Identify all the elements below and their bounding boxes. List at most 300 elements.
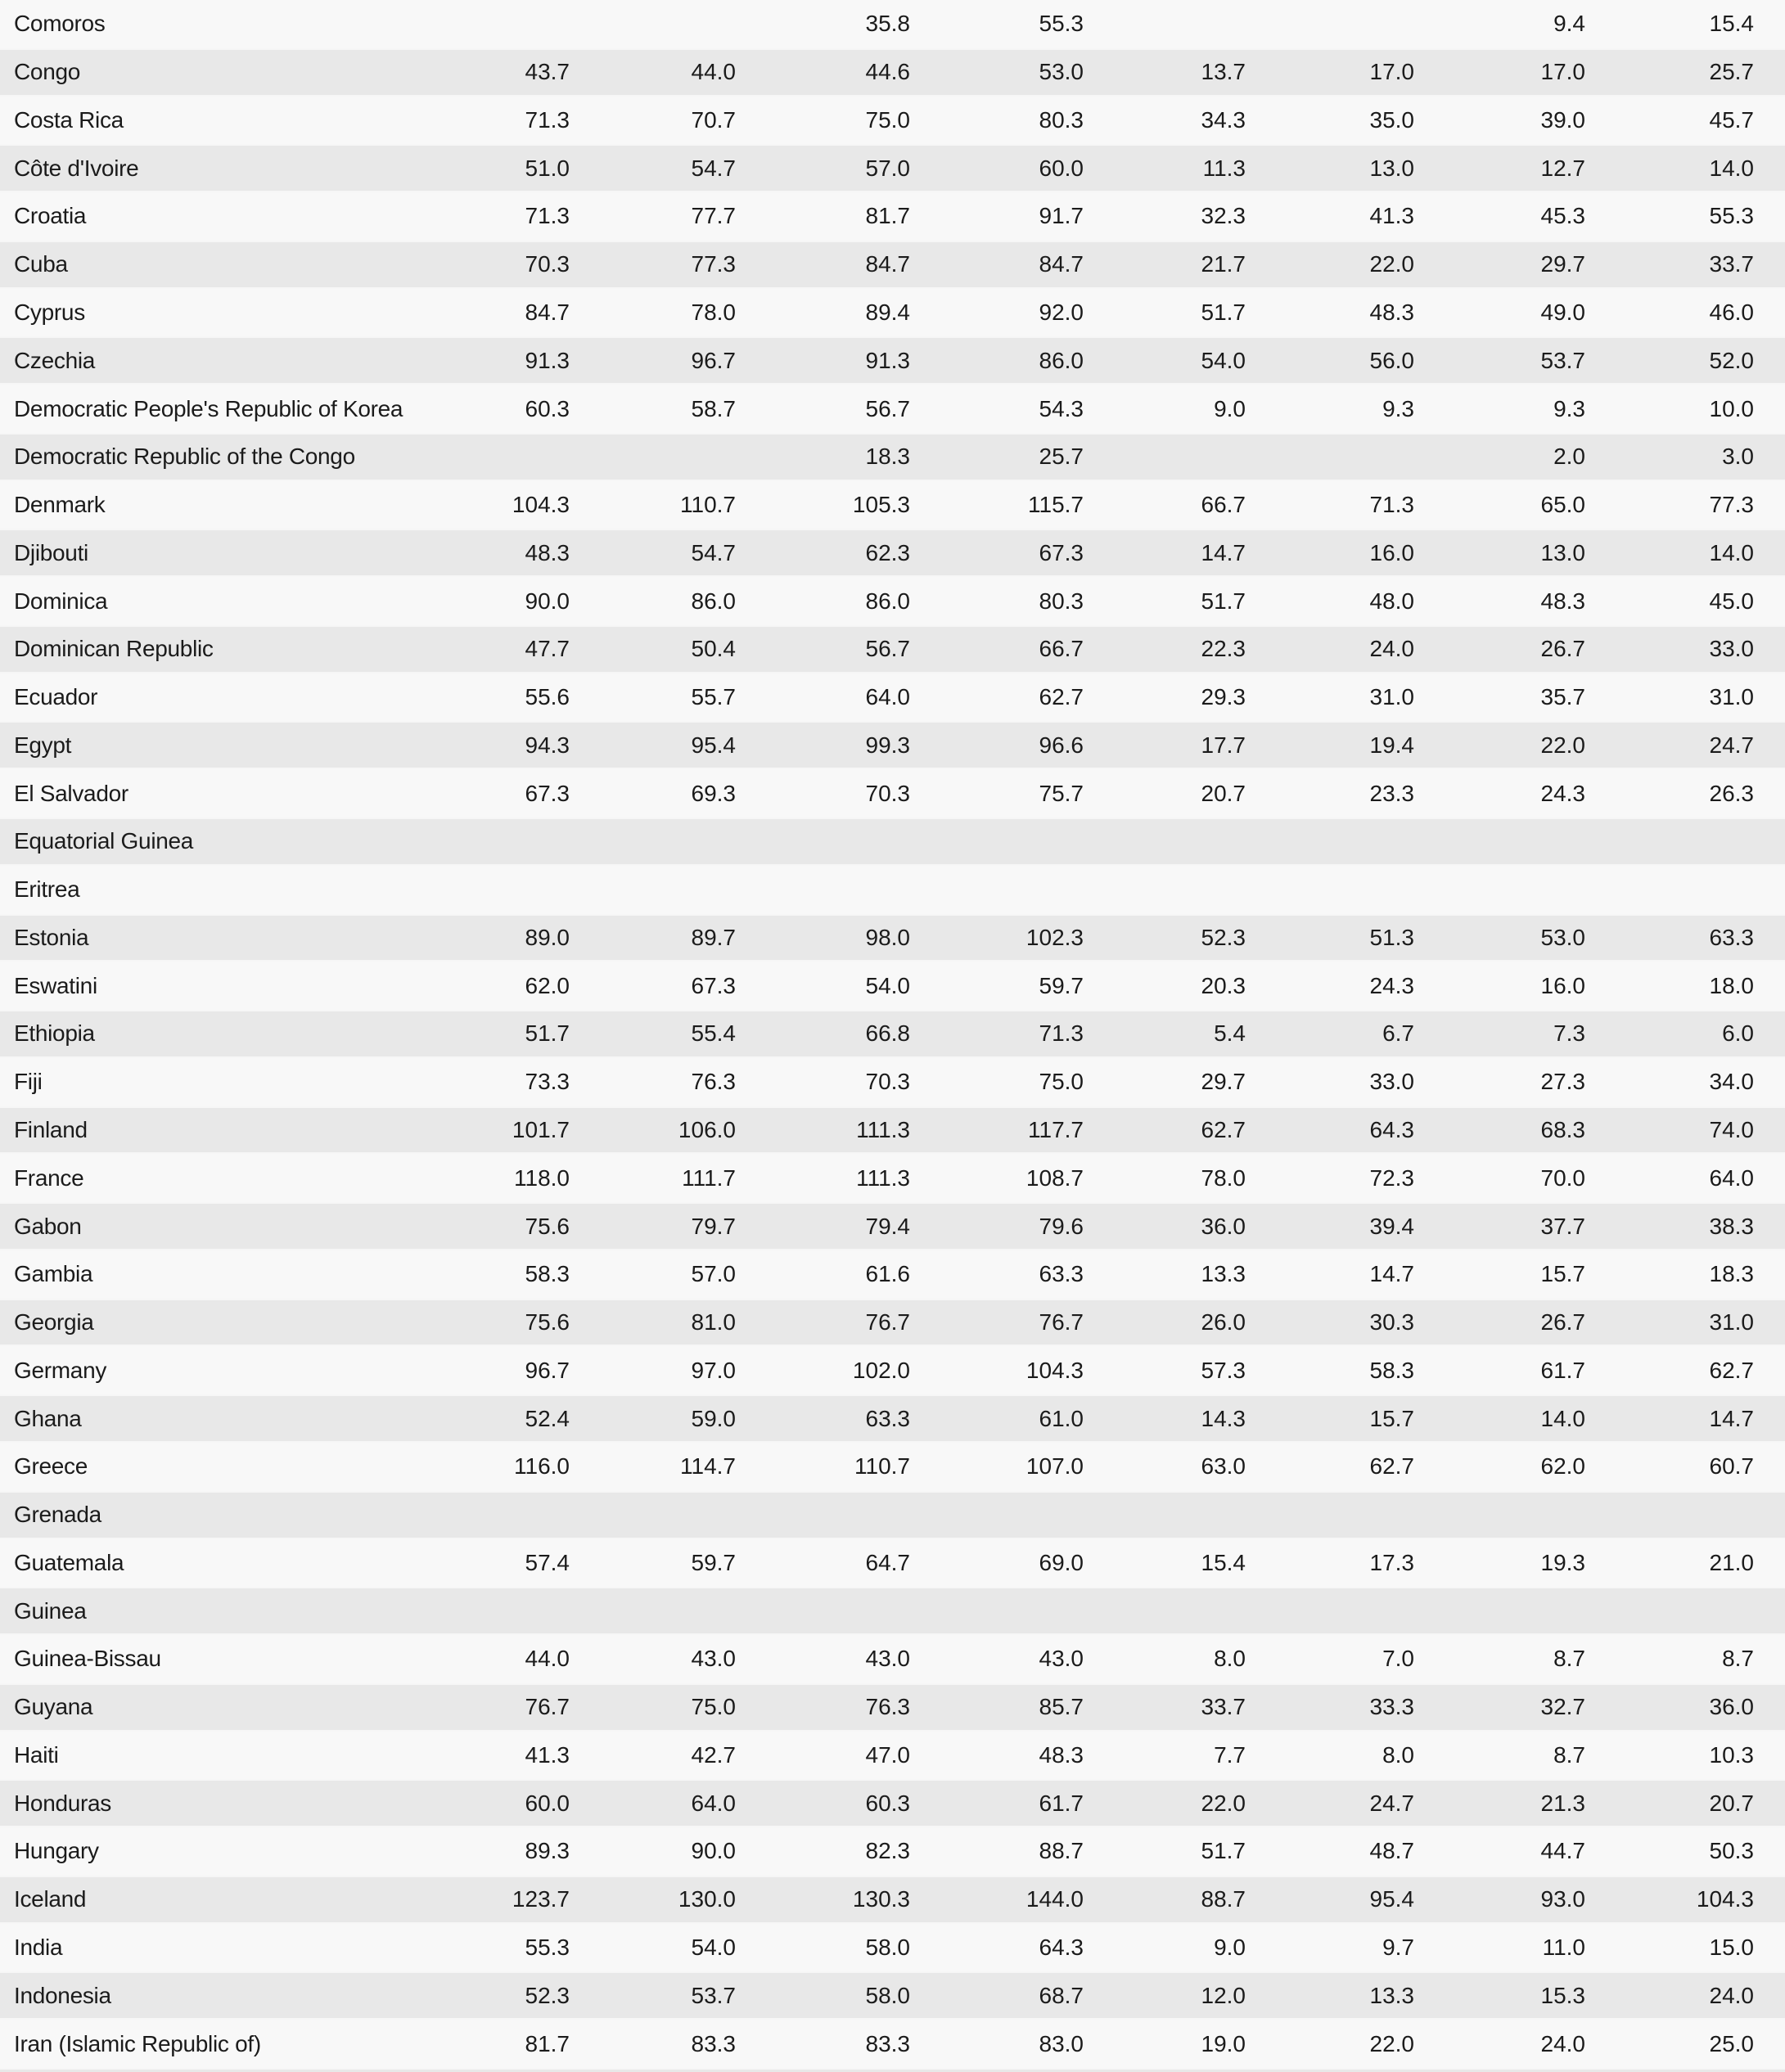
table-row bbox=[0, 1443, 1785, 1491]
value-cell: 94.3 bbox=[525, 732, 570, 758]
value-cell: 57.0 bbox=[865, 155, 910, 181]
value-cell: 57.0 bbox=[691, 1261, 736, 1287]
value-cell: 51.3 bbox=[1369, 924, 1414, 950]
value-cell: 67.3 bbox=[1039, 539, 1084, 565]
country-cell: Guyana bbox=[14, 1694, 93, 1720]
value-cell: 67.3 bbox=[525, 780, 570, 806]
value-cell: 88.7 bbox=[1201, 1886, 1246, 1912]
value-cell: 86.0 bbox=[691, 588, 736, 614]
value-cell: 66.8 bbox=[865, 1020, 910, 1047]
table-row bbox=[0, 721, 1785, 769]
value-cell: 76.3 bbox=[691, 1069, 736, 1095]
value-cell: 11.0 bbox=[1542, 1935, 1585, 1960]
value-cell: 31.0 bbox=[1709, 684, 1754, 710]
value-cell: 60.0 bbox=[1039, 155, 1084, 181]
value-cell: 8.7 bbox=[1553, 1741, 1585, 1768]
value-cell: 63.0 bbox=[1201, 1453, 1246, 1480]
value-cell: 78.0 bbox=[1201, 1164, 1246, 1191]
value-cell: 14.7 bbox=[1369, 1261, 1414, 1287]
country-cell: Germany bbox=[14, 1357, 107, 1383]
table-row bbox=[0, 1491, 1785, 1539]
value-cell: 86.0 bbox=[865, 588, 910, 614]
table-row bbox=[0, 1924, 1785, 1972]
value-cell: 8.7 bbox=[1722, 1646, 1754, 1672]
value-cell: 53.7 bbox=[691, 1982, 736, 2008]
value-cell: 38.3 bbox=[1709, 1213, 1754, 1239]
value-cell: 64.3 bbox=[1369, 1116, 1414, 1142]
value-cell: 55.7 bbox=[691, 684, 736, 710]
value-cell: 79.7 bbox=[691, 1213, 736, 1239]
value-cell: 26.7 bbox=[1540, 636, 1585, 662]
table-row bbox=[0, 1154, 1785, 1202]
value-cell: 70.3 bbox=[865, 1069, 910, 1095]
value-cell: 130.3 bbox=[852, 1886, 910, 1912]
value-cell: 24.3 bbox=[1369, 972, 1414, 998]
country-cell: Croatia bbox=[14, 203, 87, 229]
value-cell: 48.3 bbox=[525, 539, 570, 565]
value-cell: 114.7 bbox=[680, 1453, 736, 1480]
value-cell: 60.0 bbox=[525, 1790, 570, 1816]
table-row bbox=[0, 914, 1785, 962]
value-cell: 8.7 bbox=[1553, 1646, 1585, 1672]
value-cell: 69.3 bbox=[691, 780, 736, 806]
value-cell: 83.3 bbox=[691, 2030, 736, 2056]
table-row bbox=[0, 1779, 1785, 1827]
value-cell: 107.0 bbox=[1025, 1453, 1084, 1480]
value-cell: 49.0 bbox=[1540, 299, 1585, 325]
table-row bbox=[0, 2020, 1785, 2068]
value-cell: 95.4 bbox=[1369, 1886, 1414, 1912]
country-cell: Finland bbox=[14, 1116, 88, 1142]
value-cell: 54.7 bbox=[691, 539, 736, 565]
value-cell: 58.0 bbox=[865, 1982, 910, 2008]
value-cell: 15.7 bbox=[1369, 1405, 1414, 1431]
value-cell: 14.3 bbox=[1201, 1405, 1246, 1431]
value-cell: 33.7 bbox=[1201, 1694, 1246, 1720]
value-cell: 42.7 bbox=[691, 1741, 736, 1768]
value-cell: 86.0 bbox=[1039, 347, 1084, 373]
value-cell: 13.3 bbox=[1369, 1982, 1414, 2008]
value-cell: 62.7 bbox=[1201, 1116, 1246, 1142]
value-cell: 57.3 bbox=[1201, 1357, 1246, 1383]
value-cell: 90.0 bbox=[525, 588, 570, 614]
value-cell: 59.7 bbox=[1039, 972, 1084, 998]
value-cell: 79.4 bbox=[865, 1213, 910, 1239]
value-cell: 20.7 bbox=[1201, 780, 1246, 806]
value-cell: 56.7 bbox=[865, 636, 910, 662]
value-cell: 101.7 bbox=[512, 1116, 570, 1142]
value-cell: 62.0 bbox=[525, 972, 570, 998]
value-cell: 70.7 bbox=[691, 106, 736, 133]
table-row bbox=[0, 1299, 1785, 1347]
value-cell: 55.6 bbox=[525, 684, 570, 710]
value-cell: 39.0 bbox=[1540, 106, 1585, 133]
value-cell: 26.7 bbox=[1540, 1309, 1585, 1336]
value-cell: 63.3 bbox=[1039, 1261, 1084, 1287]
value-cell: 58.0 bbox=[865, 1935, 910, 1960]
value-cell: 29.7 bbox=[1201, 1069, 1246, 1095]
country-cell: El Salvador bbox=[14, 780, 128, 806]
value-cell: 104.3 bbox=[1696, 1886, 1754, 1912]
value-cell: 55.3 bbox=[1039, 11, 1084, 37]
table-row bbox=[0, 1683, 1785, 1732]
value-cell: 50.4 bbox=[691, 636, 736, 662]
value-cell: 53.0 bbox=[1540, 924, 1585, 950]
value-cell: 48.3 bbox=[1369, 299, 1414, 325]
value-cell: 56.7 bbox=[865, 395, 910, 421]
value-cell: 47.7 bbox=[525, 636, 570, 662]
value-cell: 45.0 bbox=[1709, 588, 1754, 614]
country-cell: Haiti bbox=[14, 1741, 59, 1768]
value-cell: 20.3 bbox=[1201, 972, 1246, 998]
value-cell: 70.3 bbox=[865, 780, 910, 806]
value-cell: 93.0 bbox=[1540, 1886, 1585, 1912]
value-cell: 48.7 bbox=[1369, 1838, 1414, 1864]
value-cell: 80.3 bbox=[1039, 106, 1084, 133]
value-cell: 60.3 bbox=[525, 395, 570, 421]
value-cell: 105.3 bbox=[852, 492, 910, 518]
country-cell: Congo bbox=[14, 59, 81, 85]
value-cell: 96.7 bbox=[525, 1357, 570, 1383]
value-cell: 89.7 bbox=[691, 924, 736, 950]
value-cell: 76.7 bbox=[1039, 1309, 1084, 1336]
country-cell: Cuba bbox=[14, 251, 68, 277]
value-cell: 91.3 bbox=[525, 347, 570, 373]
table-row bbox=[0, 385, 1785, 433]
country-cell: Guinea-Bissau bbox=[14, 1646, 161, 1672]
value-cell: 102.0 bbox=[852, 1357, 910, 1383]
table-row bbox=[0, 1635, 1785, 1683]
country-cell: Gabon bbox=[14, 1213, 82, 1239]
value-cell: 62.7 bbox=[1709, 1357, 1754, 1383]
value-cell: 123.7 bbox=[512, 1886, 570, 1912]
country-cell: Guinea bbox=[14, 1597, 87, 1624]
value-cell: 75.7 bbox=[1039, 780, 1084, 806]
value-cell: 98.0 bbox=[865, 924, 910, 950]
value-cell: 48.0 bbox=[1369, 588, 1414, 614]
value-cell: 144.0 bbox=[1025, 1886, 1084, 1912]
value-cell: 55.3 bbox=[1709, 203, 1754, 229]
value-cell: 43.0 bbox=[691, 1646, 736, 1672]
value-cell: 32.7 bbox=[1540, 1694, 1585, 1720]
value-cell: 2.0 bbox=[1553, 444, 1585, 470]
table-row bbox=[0, 192, 1785, 241]
value-cell: 77.7 bbox=[691, 203, 736, 229]
country-cell: Georgia bbox=[14, 1309, 94, 1336]
value-cell: 51.7 bbox=[1201, 299, 1246, 325]
table-row bbox=[0, 673, 1785, 722]
value-cell: 89.0 bbox=[525, 924, 570, 950]
value-cell: 29.3 bbox=[1201, 684, 1246, 710]
table-row bbox=[0, 1539, 1785, 1588]
value-cell: 43.7 bbox=[525, 59, 570, 85]
value-cell: 21.3 bbox=[1540, 1790, 1585, 1816]
value-cell: 9.3 bbox=[1382, 395, 1414, 421]
value-cell: 52.4 bbox=[525, 1405, 570, 1431]
value-cell: 14.7 bbox=[1201, 539, 1246, 565]
value-cell: 64.0 bbox=[1709, 1164, 1754, 1191]
value-cell: 37.7 bbox=[1540, 1213, 1585, 1239]
table-row bbox=[0, 97, 1785, 145]
table-row bbox=[0, 1394, 1785, 1443]
value-cell: 73.3 bbox=[525, 1069, 570, 1095]
value-cell: 71.3 bbox=[1369, 492, 1414, 518]
value-cell: 52.3 bbox=[1201, 924, 1246, 950]
value-cell: 44.0 bbox=[691, 59, 736, 85]
table-row bbox=[0, 433, 1785, 481]
value-cell: 35.7 bbox=[1540, 684, 1585, 710]
value-cell: 63.3 bbox=[865, 1405, 910, 1431]
table-row bbox=[0, 1250, 1785, 1299]
value-cell: 22.0 bbox=[1201, 1790, 1246, 1816]
country-cell: Ecuador bbox=[14, 684, 98, 710]
value-cell: 66.7 bbox=[1039, 636, 1084, 662]
value-cell: 61.6 bbox=[865, 1261, 910, 1287]
table-row bbox=[0, 0, 1785, 48]
value-cell: 62.3 bbox=[865, 539, 910, 565]
value-cell: 26.0 bbox=[1201, 1309, 1246, 1336]
value-cell: 20.7 bbox=[1709, 1790, 1754, 1816]
table-row bbox=[0, 1876, 1785, 1924]
table-row bbox=[0, 481, 1785, 529]
value-cell: 76.7 bbox=[525, 1694, 570, 1720]
value-cell: 61.7 bbox=[1039, 1790, 1084, 1816]
value-cell: 70.0 bbox=[1540, 1164, 1585, 1191]
country-cell: Honduras bbox=[14, 1790, 112, 1816]
value-cell: 14.0 bbox=[1709, 155, 1754, 181]
value-cell: 108.7 bbox=[1025, 1164, 1084, 1191]
value-cell: 81.0 bbox=[691, 1309, 736, 1336]
value-cell: 91.7 bbox=[1039, 203, 1084, 229]
value-cell: 22.0 bbox=[1369, 251, 1414, 277]
value-cell: 15.3 bbox=[1540, 1982, 1585, 2008]
country-cell: Dominica bbox=[14, 588, 108, 614]
value-cell: 90.0 bbox=[691, 1838, 736, 1864]
value-cell: 54.7 bbox=[691, 155, 736, 181]
country-cell: Gambia bbox=[14, 1261, 93, 1287]
value-cell: 97.0 bbox=[691, 1357, 736, 1383]
country-cell: Grenada bbox=[14, 1502, 101, 1528]
value-cell: 74.0 bbox=[1709, 1116, 1754, 1142]
value-cell: 48.3 bbox=[1540, 588, 1585, 614]
value-cell: 77.3 bbox=[1709, 492, 1754, 518]
country-cell: Egypt bbox=[14, 732, 72, 758]
value-cell: 44.0 bbox=[525, 1646, 570, 1672]
value-cell: 96.6 bbox=[1039, 732, 1084, 758]
value-cell: 72.3 bbox=[1369, 1164, 1414, 1191]
value-cell: 92.0 bbox=[1039, 299, 1084, 325]
value-cell: 3.0 bbox=[1722, 444, 1754, 470]
country-cell: Greece bbox=[14, 1453, 88, 1480]
value-cell: 47.0 bbox=[865, 1741, 910, 1768]
table-row bbox=[0, 1827, 1785, 1876]
value-cell: 17.3 bbox=[1369, 1549, 1414, 1575]
country-cell: India bbox=[14, 1935, 63, 1960]
value-cell: 25.7 bbox=[1709, 59, 1754, 85]
table-row bbox=[0, 144, 1785, 192]
table-row bbox=[0, 1010, 1785, 1058]
value-cell: 106.0 bbox=[678, 1116, 736, 1142]
value-cell: 52.3 bbox=[525, 1982, 570, 2008]
country-cell: Côte d'Ivoire bbox=[14, 155, 139, 181]
country-cell: Costa Rica bbox=[14, 106, 124, 133]
value-cell: 82.3 bbox=[865, 1838, 910, 1864]
value-cell: 59.0 bbox=[691, 1405, 736, 1431]
value-cell: 12.7 bbox=[1540, 155, 1585, 181]
country-cell: Dominican Republic bbox=[14, 636, 214, 662]
value-cell: 51.0 bbox=[525, 155, 570, 181]
value-cell: 15.0 bbox=[1709, 1935, 1754, 1960]
value-cell: 71.3 bbox=[525, 106, 570, 133]
value-cell: 13.0 bbox=[1540, 539, 1585, 565]
table-row bbox=[0, 1058, 1785, 1106]
value-cell: 51.7 bbox=[1201, 588, 1246, 614]
value-cell: 75.6 bbox=[525, 1309, 570, 1336]
table-row bbox=[0, 866, 1785, 914]
value-cell: 13.7 bbox=[1201, 59, 1246, 85]
table-row bbox=[0, 1587, 1785, 1635]
value-cell: 56.0 bbox=[1369, 347, 1414, 373]
country-cell: Iceland bbox=[14, 1886, 87, 1912]
value-cell: 89.4 bbox=[865, 299, 910, 325]
table-row bbox=[0, 289, 1785, 337]
country-cell: Democratic People's Republic of Korea bbox=[14, 395, 403, 421]
value-cell: 69.0 bbox=[1039, 1549, 1084, 1575]
value-cell: 60.3 bbox=[865, 1790, 910, 1816]
value-cell: 83.3 bbox=[865, 2030, 910, 2056]
value-cell: 51.7 bbox=[525, 1020, 570, 1047]
country-cell: Guatemala bbox=[14, 1549, 124, 1575]
value-cell: 58.3 bbox=[525, 1261, 570, 1287]
value-cell: 45.7 bbox=[1709, 106, 1754, 133]
value-cell: 9.0 bbox=[1214, 1935, 1246, 1960]
value-cell: 116.0 bbox=[514, 1453, 570, 1480]
table-row bbox=[0, 625, 1785, 673]
country-cell: Equatorial Guinea bbox=[14, 828, 194, 854]
value-cell: 65.0 bbox=[1540, 492, 1585, 518]
value-cell: 11.3 bbox=[1202, 155, 1246, 181]
table-row bbox=[0, 1732, 1785, 1780]
table-row bbox=[0, 48, 1785, 97]
value-cell: 130.0 bbox=[678, 1886, 736, 1912]
value-cell: 54.0 bbox=[691, 1935, 736, 1960]
value-cell: 9.7 bbox=[1382, 1935, 1414, 1960]
value-cell: 95.4 bbox=[691, 732, 736, 758]
value-cell: 76.7 bbox=[865, 1309, 910, 1336]
value-cell: 24.0 bbox=[1709, 1982, 1754, 2008]
value-cell: 18.3 bbox=[1709, 1261, 1754, 1287]
value-cell: 36.0 bbox=[1709, 1694, 1754, 1720]
value-cell: 62.0 bbox=[1540, 1453, 1585, 1480]
value-cell: 35.8 bbox=[865, 11, 910, 37]
value-cell: 33.0 bbox=[1709, 636, 1754, 662]
value-cell: 41.3 bbox=[1369, 203, 1414, 229]
country-cell: France bbox=[14, 1164, 84, 1191]
value-cell: 68.7 bbox=[1039, 1982, 1084, 2008]
value-cell: 12.0 bbox=[1201, 1982, 1246, 2008]
country-cell: Ethiopia bbox=[14, 1020, 95, 1047]
value-cell: 55.4 bbox=[691, 1020, 736, 1047]
value-cell: 53.7 bbox=[1540, 347, 1585, 373]
value-cell: 9.3 bbox=[1553, 395, 1585, 421]
value-cell: 54.0 bbox=[865, 972, 910, 998]
table-row bbox=[0, 962, 1785, 1010]
value-cell: 29.7 bbox=[1540, 251, 1585, 277]
value-cell: 61.7 bbox=[1540, 1357, 1585, 1383]
value-cell: 24.7 bbox=[1369, 1790, 1414, 1816]
country-cell: Ghana bbox=[14, 1405, 82, 1431]
value-cell: 81.7 bbox=[865, 203, 910, 229]
value-cell: 67.3 bbox=[691, 972, 736, 998]
value-cell: 84.7 bbox=[1039, 251, 1084, 277]
value-cell: 62.7 bbox=[1039, 684, 1084, 710]
value-cell: 33.7 bbox=[1709, 251, 1754, 277]
value-cell: 15.4 bbox=[1201, 1549, 1246, 1575]
value-cell: 14.7 bbox=[1709, 1405, 1754, 1431]
value-cell: 115.7 bbox=[1028, 492, 1084, 518]
value-cell: 9.0 bbox=[1214, 395, 1246, 421]
value-cell: 78.0 bbox=[691, 299, 736, 325]
value-cell: 32.3 bbox=[1201, 203, 1246, 229]
value-cell: 8.0 bbox=[1382, 1741, 1414, 1768]
value-cell: 79.6 bbox=[1039, 1213, 1084, 1239]
value-cell: 10.0 bbox=[1709, 395, 1754, 421]
value-cell: 24.0 bbox=[1540, 2030, 1585, 2056]
value-cell: 52.0 bbox=[1709, 347, 1754, 373]
table-row bbox=[0, 336, 1785, 385]
value-cell: 7.3 bbox=[1553, 1020, 1585, 1047]
value-cell: 83.0 bbox=[1039, 2030, 1084, 2056]
value-cell: 19.4 bbox=[1369, 732, 1414, 758]
table-row bbox=[0, 1346, 1785, 1394]
table-row bbox=[0, 577, 1785, 625]
country-cell: Czechia bbox=[14, 347, 96, 373]
value-cell: 64.3 bbox=[1039, 1935, 1084, 1960]
value-cell: 43.0 bbox=[865, 1646, 910, 1672]
value-cell: 59.7 bbox=[691, 1549, 736, 1575]
value-cell: 35.0 bbox=[1369, 106, 1414, 133]
value-cell: 25.0 bbox=[1709, 2030, 1754, 2056]
value-cell: 7.0 bbox=[1382, 1646, 1414, 1672]
value-cell: 117.7 bbox=[1028, 1116, 1084, 1142]
value-cell: 63.3 bbox=[1709, 924, 1754, 950]
value-cell: 71.3 bbox=[525, 203, 570, 229]
value-cell: 31.0 bbox=[1709, 1309, 1754, 1336]
value-cell: 18.3 bbox=[865, 444, 910, 470]
table-row bbox=[0, 769, 1785, 818]
country-cell: Democratic Republic of the Congo bbox=[14, 444, 355, 470]
country-cell: Eritrea bbox=[14, 876, 80, 903]
value-cell: 84.7 bbox=[525, 299, 570, 325]
value-cell: 15.4 bbox=[1709, 11, 1754, 37]
value-cell: 96.7 bbox=[691, 347, 736, 373]
value-cell: 6.7 bbox=[1382, 1020, 1414, 1047]
table-row bbox=[0, 1202, 1785, 1250]
value-cell: 24.7 bbox=[1709, 732, 1754, 758]
value-cell: 54.3 bbox=[1039, 395, 1084, 421]
value-cell: 85.7 bbox=[1039, 1694, 1084, 1720]
country-cell: Eswatini bbox=[14, 972, 97, 998]
value-cell: 99.3 bbox=[865, 732, 910, 758]
value-cell: 84.7 bbox=[865, 251, 910, 277]
value-cell: 50.3 bbox=[1709, 1838, 1754, 1864]
value-cell: 14.0 bbox=[1709, 539, 1754, 565]
value-cell: 33.3 bbox=[1369, 1694, 1414, 1720]
country-cell: Cyprus bbox=[14, 299, 85, 325]
value-cell: 111.7 bbox=[682, 1164, 736, 1191]
value-cell: 26.3 bbox=[1709, 780, 1754, 806]
country-cell: Iran (Islamic Republic of) bbox=[14, 2030, 261, 2056]
